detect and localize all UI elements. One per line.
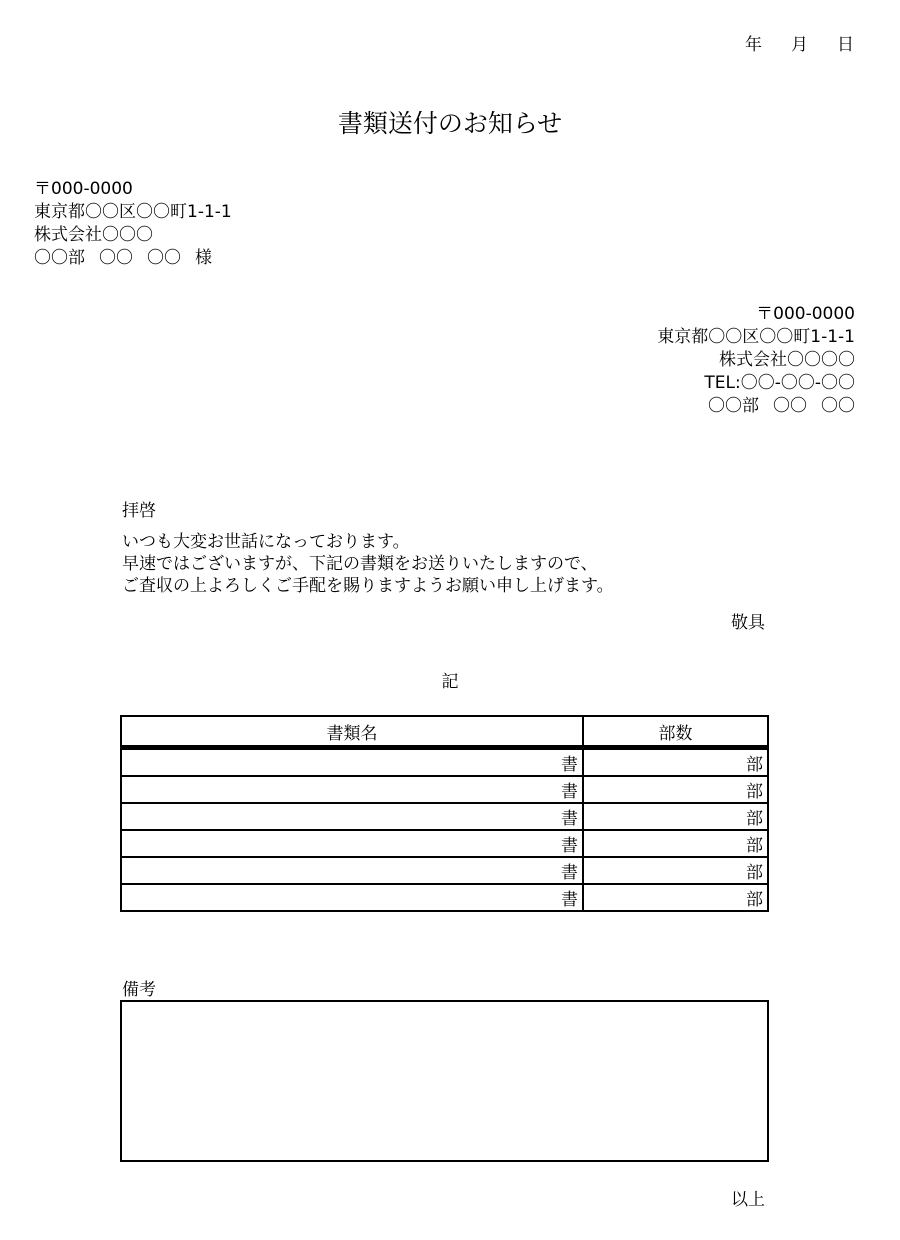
date-month: 月 (791, 35, 809, 55)
table-row (121, 776, 768, 803)
table-row (121, 884, 768, 911)
document-count-cell[interactable]: 部 (583, 803, 768, 830)
remarks-label: 備考 (122, 980, 156, 1000)
table-header-row (121, 716, 768, 748)
sender-company: 株式会社〇〇〇〇 (719, 350, 855, 370)
body-line: いつも大変お世話になっております。 (122, 532, 410, 552)
recipient-surname: 〇〇 (99, 248, 133, 268)
document-name-cell[interactable]: 書 (121, 748, 583, 777)
header-count: 部数 (583, 716, 768, 748)
greeting: 拝啓 (122, 501, 156, 521)
ki-heading: 記 (441, 672, 459, 692)
table-row (121, 830, 768, 857)
body-line: ご査収の上よろしくご手配を賜りますようお願い申し上げます。 (122, 576, 614, 596)
documents-table (120, 715, 769, 912)
sender-block (657, 303, 855, 418)
document-count-cell[interactable]: 部 (583, 830, 768, 857)
document-title: 書類送付のお知らせ (337, 109, 563, 138)
recipient-address: 東京都〇〇区〇〇町1-1-1 (34, 202, 232, 222)
header-document-name: 書類名 (121, 716, 583, 748)
end-mark: 以上 (731, 1190, 765, 1210)
remarks-box[interactable] (120, 1000, 769, 1162)
table-row (121, 803, 768, 830)
recipient-honorific: 様 (195, 248, 212, 268)
document-name-cell[interactable]: 書 (121, 776, 583, 803)
sender-given-name: 〇〇 (821, 396, 855, 416)
document-count-cell[interactable]: 部 (583, 884, 768, 911)
recipient-block (34, 178, 232, 270)
document-name-cell[interactable]: 書 (121, 830, 583, 857)
sender-name-line (657, 395, 855, 418)
document-name-cell[interactable]: 書 (121, 857, 583, 884)
sender-address: 東京都〇〇区〇〇町1-1-1 (657, 327, 855, 347)
letter-body (122, 531, 614, 597)
document-count-cell[interactable]: 部 (583, 776, 768, 803)
table-row (121, 857, 768, 884)
sender-surname: 〇〇 (773, 396, 807, 416)
closing: 敬具 (731, 613, 765, 633)
table-row (121, 748, 768, 777)
date-year: 年 (745, 35, 763, 55)
sender-department: 〇〇部 (708, 396, 759, 416)
recipient-name-line (34, 247, 232, 270)
body-line: 早速ではございますが、下記の書類をお送りいたしますので、 (122, 554, 598, 574)
recipient-department: 〇〇部 (34, 248, 85, 268)
recipient-postal: 〒000-0000 (34, 179, 133, 199)
document-name-cell[interactable]: 書 (121, 884, 583, 911)
date-day: 日 (837, 35, 855, 55)
sender-tel: TEL:〇〇-〇〇-〇〇 (704, 373, 855, 393)
recipient-company: 株式会社〇〇〇 (34, 225, 153, 245)
document-count-cell[interactable]: 部 (583, 857, 768, 884)
document-count-cell[interactable]: 部 (583, 748, 768, 777)
sender-postal: 〒000-0000 (756, 304, 855, 324)
date-line (745, 30, 855, 55)
document-name-cell[interactable]: 書 (121, 803, 583, 830)
recipient-given-name: 〇〇 (147, 248, 181, 268)
